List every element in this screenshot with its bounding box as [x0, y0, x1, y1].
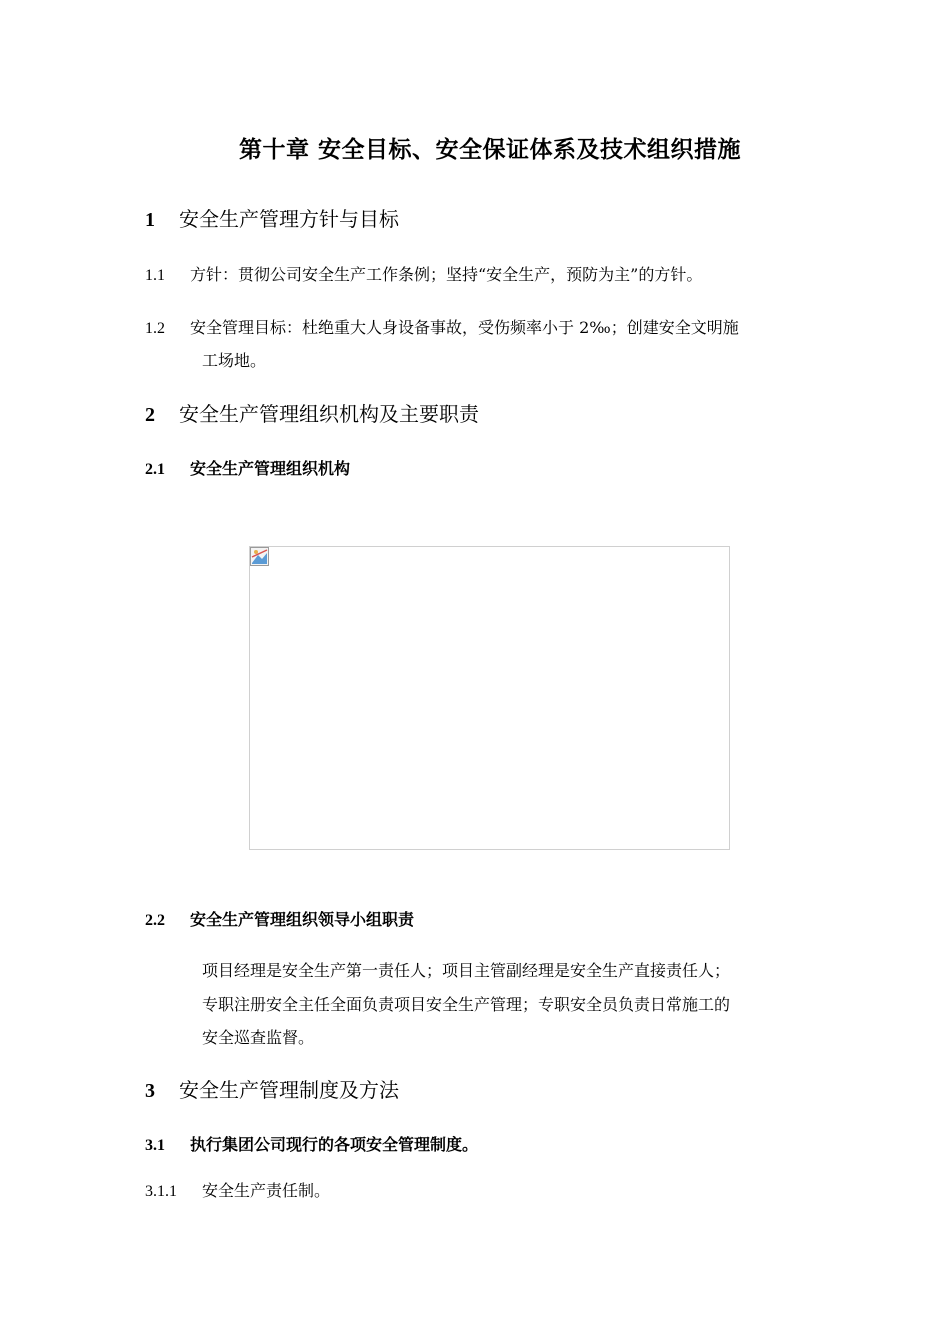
paragraph-number: 1.2 — [145, 320, 165, 337]
subsection-3-1-heading — [145, 1132, 478, 1155]
subsection-2-1-heading — [145, 456, 350, 479]
paragraph-text: 安全管理目标：杜绝重大人身设备事故，受伤频率小于 2‰；创建安全文明施 — [190, 318, 739, 337]
section-number: 3 — [145, 1080, 155, 1102]
subsection-title: 安全生产管理组织领导小组职责 — [190, 910, 415, 929]
subsection-number: 3.1 — [145, 1137, 165, 1154]
paragraph-2-2-line-2: 专职注册安全主任全面负责项目安全生产管理；专职安全员负责日常施工的 — [202, 995, 731, 1014]
paragraph-text: 方针：贯彻公司安全生产工作条例；坚持“安全生产，预防为主”的方针。 — [190, 265, 703, 284]
chapter-title: 第十章 安全目标、安全保证体系及技术组织措施 — [238, 137, 741, 163]
section-1-heading — [145, 203, 399, 232]
subsection-number: 2.1 — [145, 461, 165, 478]
subsection-title: 执行集团公司现行的各项安全管理制度。 — [190, 1135, 479, 1154]
subsection-2-2-heading — [145, 907, 414, 930]
paragraph-3-1-1 — [145, 1178, 330, 1201]
paragraph-text: 安全生产责任制。 — [202, 1181, 331, 1200]
paragraph-1-1 — [145, 262, 702, 285]
paragraph-number: 1.1 — [145, 267, 165, 284]
paragraph-number: 3.1.1 — [145, 1183, 177, 1200]
subsection-number: 2.2 — [145, 912, 165, 929]
section-title: 安全生产管理制度及方法 — [179, 1078, 399, 1102]
paragraph-1-2 — [145, 315, 739, 338]
paragraph-1-2-continuation: 工场地。 — [202, 351, 267, 370]
section-title: 安全生产管理组织机构及主要职责 — [179, 402, 479, 426]
paragraph-2-2-line-1: 项目经理是安全生产第一责任人；项目主管副经理是安全生产直接责任人； — [202, 961, 731, 980]
broken-image-icon — [250, 547, 269, 566]
section-number: 1 — [145, 209, 155, 231]
subsection-title: 安全生产管理组织机构 — [190, 459, 351, 478]
paragraph-2-2-line-3: 安全巡查监督。 — [202, 1028, 315, 1047]
section-2-heading — [145, 398, 479, 427]
section-number: 2 — [145, 404, 155, 426]
section-3-heading — [145, 1074, 399, 1103]
org-chart-image-placeholder — [249, 546, 730, 850]
section-title: 安全生产管理方针与目标 — [179, 207, 399, 231]
